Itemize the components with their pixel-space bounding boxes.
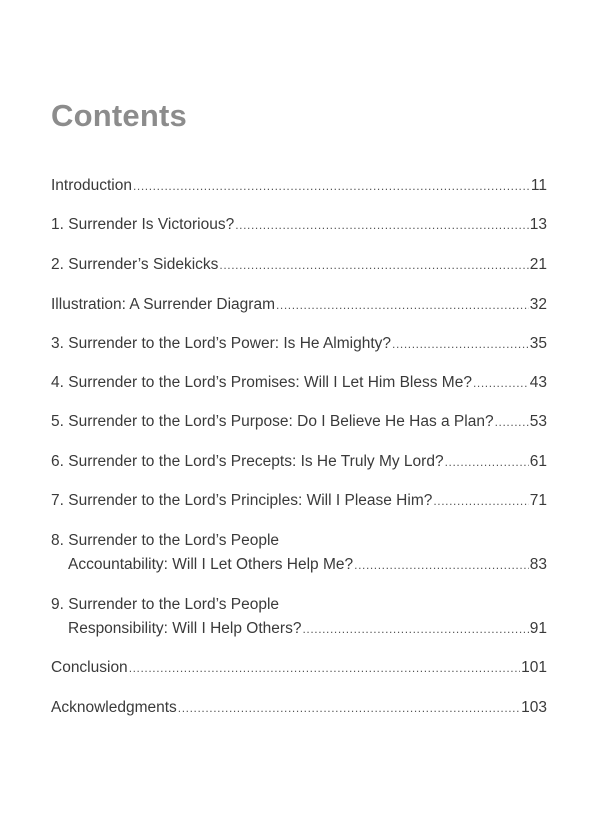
page-title: Contents (51, 98, 187, 133)
toc-entry-page: 61 (529, 453, 547, 470)
toc-entry-label: 7. Surrender to the Lord’s Principles: Will I Please Him? (51, 492, 433, 509)
toc-entry-acknowledgments[interactable] (51, 696, 547, 720)
toc-entry-illustration[interactable] (51, 293, 547, 317)
toc-entry-page: 35 (529, 335, 547, 352)
toc-entry-page: 103 (521, 699, 547, 716)
toc-entry-label: Illustration: A Surrender Diagram (51, 296, 275, 313)
toc-entry-page: 83 (529, 556, 547, 573)
toc-entry-chapter-1[interactable] (51, 213, 547, 237)
dot-leader (235, 213, 529, 237)
toc-entry-label: 2. Surrender’s Sidekicks (51, 256, 219, 273)
toc-entry-sublabel: Responsibility: Will I Help Others? (68, 620, 302, 637)
toc-entry-label: 5. Surrender to the Lord’s Purpose: Do I Believe He Has a Plan? (51, 413, 494, 430)
toc-entry-label: 9. Surrender to the Lord’s People (51, 596, 280, 613)
toc-entry-page: 101 (521, 659, 547, 676)
toc-entry-sublabel: Accountability: Will I Let Others Help Me? (68, 556, 354, 573)
toc-entry-label: 8. Surrender to the Lord’s People (51, 532, 280, 549)
toc-entry-page: 53 (529, 413, 547, 430)
toc-entry-page: 32 (529, 296, 547, 313)
dot-leader (129, 656, 520, 680)
toc-entry-introduction[interactable] (51, 174, 547, 198)
toc-entry-chapter-7[interactable] (51, 489, 547, 513)
dot-leader (133, 174, 530, 198)
dot-leader (178, 696, 520, 720)
toc-entry-chapter-6[interactable] (51, 450, 547, 474)
dot-leader (445, 450, 529, 474)
toc-entry-chapter-9[interactable] (51, 593, 547, 641)
toc-entry-label: Introduction (51, 177, 132, 194)
dot-leader (219, 253, 528, 277)
toc-entry-page: 71 (529, 492, 547, 509)
toc-entry-chapter-4[interactable] (51, 371, 547, 395)
dot-leader (302, 617, 528, 641)
toc-entry-label: 3. Surrender to the Lord’s Power: Is He Almighty? (51, 335, 392, 352)
toc-entry-page: 21 (529, 256, 547, 273)
dot-leader (433, 489, 528, 513)
dot-leader (495, 410, 529, 434)
dot-leader (473, 371, 529, 395)
toc-entry-label: Acknowledgments (51, 699, 177, 716)
toc-entry-chapter-3[interactable] (51, 332, 547, 356)
dot-leader (354, 553, 529, 577)
toc-entry-page: 13 (529, 216, 547, 233)
toc-entry-label: 1. Surrender Is Victorious? (51, 216, 235, 233)
toc-entry-chapter-8[interactable] (51, 529, 547, 577)
toc-entry-label: 4. Surrender to the Lord’s Promises: Will I Let Him Bless Me? (51, 374, 472, 391)
dot-leader (276, 293, 529, 317)
toc-entry-chapter-5[interactable] (51, 410, 547, 434)
toc-entry-label: Conclusion (51, 659, 128, 676)
toc-entry-chapter-2[interactable] (51, 253, 547, 277)
toc-entry-page: 43 (529, 374, 547, 391)
toc-entry-page: 91 (529, 620, 547, 637)
toc-entry-page: 11 (530, 177, 547, 194)
toc-entry-conclusion[interactable] (51, 656, 547, 680)
dot-leader (392, 332, 529, 356)
toc-entry-label: 6. Surrender to the Lord’s Precepts: Is He Truly My Lord? (51, 453, 444, 470)
